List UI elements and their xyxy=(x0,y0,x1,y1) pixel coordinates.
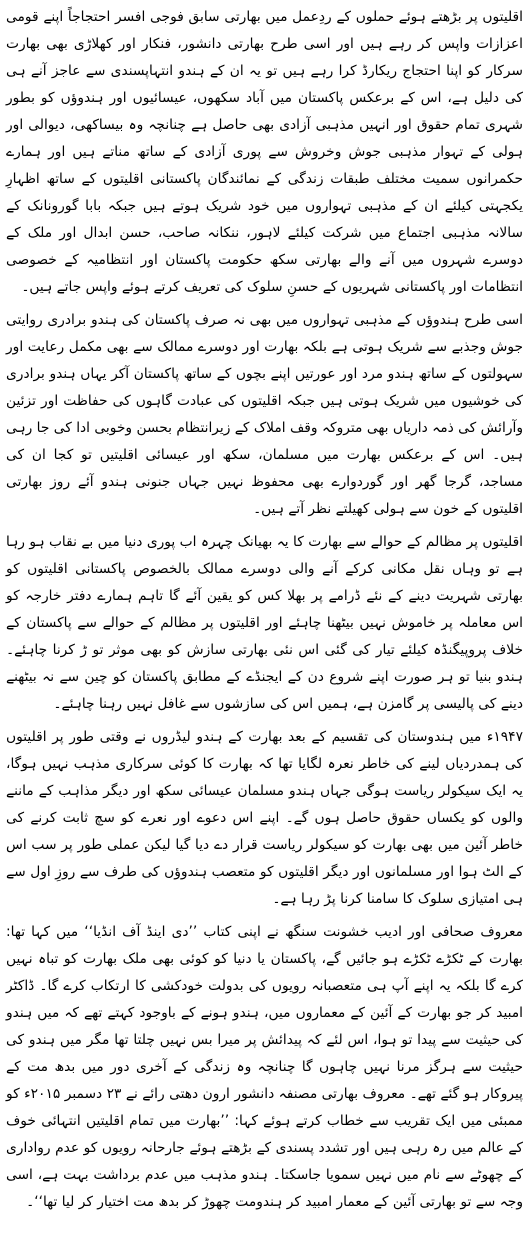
paragraph-5: معروف صحافی اور ادیب خشونت سنگھ نے اپنی کتاب ’’دی اینڈ آف انڈیا‘‘ میں کہا تھا: بھارت کے ٹکڑے ٹکڑے ہو جائیں گے، پاکستان یا دنیا کو کوئی بھی ملک بھارت کو تباہ نہیں کرے گا بلکہ یہ اپنے آپ ہی متعصبانہ رویوں کی بدولت خودکشی کا ارتکاب کرے گا۔ ڈاکٹر امبید کر جو بھارت کے آئین کے معماروں میں، ہندو ہونے کے باوجود کہتے تھے کہ میں ہندو کی حیثیت سے پیدا تو ہوا، اس لئے کہ پیدائش پر میرا بس نہیں چلتا تھا مگر میں ہندو کی حیثیت سے ہرگز مرنا نہیں چاہوں گا چنانچہ وہ زندگی کے آخری دور میں بدھ مت کے پیروکار ہو گئے تھے۔ معروف بھارتی مصنفہ دانشور ارون دھتی رائے نے ۲۳ دسمبر ۲۰۱۵ء کو ممبئی میں ایک تقریب سے خطاب کرتے ہوئے کہا: ’’بھارت میں تمام اقلیتیں انتہائی خوف کے عالم میں رہ رہی ہیں اور تشدد پسندی کے بڑھتے ہوئے جارحانہ رویوں کو عدم رواداری کے چھوٹے سے نام میں نہیں سمویا جاسکتا۔ ہندو مذہب میں عدم برداشت بہت ہے، اسی وجہ سے تو بھارتی آئین کے معمار امبید کر ہندومت چھوڑ کر بدھ مت اختیار کر لیا تھا‘‘۔ xyxy=(6,924,523,1210)
paragraph-2: اسی طرح ہندوؤں کے مذہبی تہواروں میں بھی نہ صرف پاکستان کی ہندو برادری روایتی جوش وجذبے سے شریک ہوتی ہے بلکہ بھارت اور دوسرے ممالک سے بھی مکمل رعایت اور سہولتوں کے ساتھ ہندو مرد اور عورتیں اپنے بچوں کے ساتھ پاکستان آکر یہاں ہندو برادری کی خوشیوں میں شریک ہوتی ہیں جبکہ اقلیتوں کی عبادت گاہوں کی حفاظت اور تزئین وآرائش کی ذمہ داریاں بھی متروکہ وقف املاک کے زیرانتظام بحسن وخوبی ادا کی جا رہی ہیں۔ اس کے برعکس بھارت میں مسلمان، سکھ اور عیسائی اقلیتیں تو کجا ان کی مساجد، گرجا گھر اور گوردوارے بھی محفوظ نہیں جہاں جنونی ہندو آئے روز بھارتی اقلیتوں کے خون سے ہولی کھیلتے نظر آتے ہیں۔ xyxy=(6,312,523,517)
paragraph-1: اقلیتوں پر بڑھتے ہوئے حملوں کے ردِعمل میں بھارتی سابق فوجی افسر احتجاجاً اپنے قومی اعزازات واپس کر رہے ہیں اور اسی طرح بھارتی دانشور، فنکار اور کھلاڑی بھی بھارت سرکار کو اپنا احتجاج ریکارڈ کرا رہے ہیں تو یہ ان کے ہندو انتہاپسندی سے عاجز آنے ہی کی دلیل ہے، اس کے برعکس پاکستان میں آباد سکھوں، عیسائیوں اور ہندوؤں کو بطور شہری تمام حقوق اور انہیں مذہبی آزادی بھی حاصل ہے چنانچہ وہ بیساکھی، دیوالی اور ہولی کے تہوار مذہبی جوش وخروش سے پوری آزادی کے ساتھ مناتے ہیں اور ہمارے حکمرانوں سمیت مختلف طبقات زندگی کے نمائندگان پاکستانی اقلیتوں کے ساتھ اظہارِ یکجہتی کیلئے ان کے مذہبی تہواروں میں خود شریک ہوتے ہیں جبکہ بابا گورونانک کے سالانہ مذہبی اجتماع میں شرکت کیلئے لاہور، ننکانہ صاحب، حسن ابدال اور ملک کے دوسرے شہروں میں آنے والے بھارتی سکھ حکومت پاکستان اور انتظامیہ کے خصوصی انتظامات اور پاکستانی شہریوں کے حسنِ سلوک کی تعریف کرتے ہوئے واپس جاتے ہیں۔ xyxy=(6,9,523,295)
paragraph-4: ۱۹۴۷ء میں ہندوستان کی تقسیم کے بعد بھارت کے ہندو لیڈروں نے وقتی طور پر اقلیتوں کی ہمدردیاں لینے کی خاطر نعرہ لگایا تھا کہ بھارت کا کوئی سرکاری مذہب نہیں ہوگا، یہ ایک سیکولر ریاست ہوگی جہاں ہندو مسلمان عیسائی سکھ اور دیگر مذاہب کے ماننے والوں کو یکساں حقوق حاصل ہوں گے۔ اپنے اس دعوے اور نعرے کو سچ ثابت کرنے کی خاطر آئین میں بھی بھارت کو سیکولر ریاست قرار دے دیا گیا لیکن عملی طور پر سب اس کے الٹ ہوا اور مسلمانوں اور دیگر اقلیتوں کو متعصب ہندوؤں کی طرف سے روزِ اول سے ہی امتیازی سلوک کا سامنا کرنا پڑ رہا ہے۔ xyxy=(6,729,523,907)
paragraph-3: اقلیتوں پر مظالم کے حوالے سے بھارت کا یہ بھیانک چہرہ اب پوری دنیا میں بے نقاب ہو رہا ہے تو وہاں نقل مکانی کرکے آنے والی دوسرے ممالک بالخصوص پاکستانی اقلیتوں کو بھارتی شہریت دینے کے نئے ڈرامے پر بھلا کس کو یقین آئے گا تاہم ہمارے دفتر خارجہ کو اس معاملہ پر خاموش نہیں بیٹھنا چاہئے اور اقلیتوں پر مظالم کے حوالے سے پاکستان کے خلاف پروپیگنڈہ کیلئے تیار کی گئی اس نئی بھارتی سازش کو بھی موثر تو ڑ کرنا چاہئے۔ ہندو بنیا تو ہر صورت اپنے شروع دن کے ایجنڈے کے مطابق پاکستان کو چین سے نہ بیٹھنے دینے کی پالیسی پر گامزن ہے، ہمیں اس کی سازشوں سے غافل نہیں رہنا چاہئے۔ xyxy=(6,534,523,712)
